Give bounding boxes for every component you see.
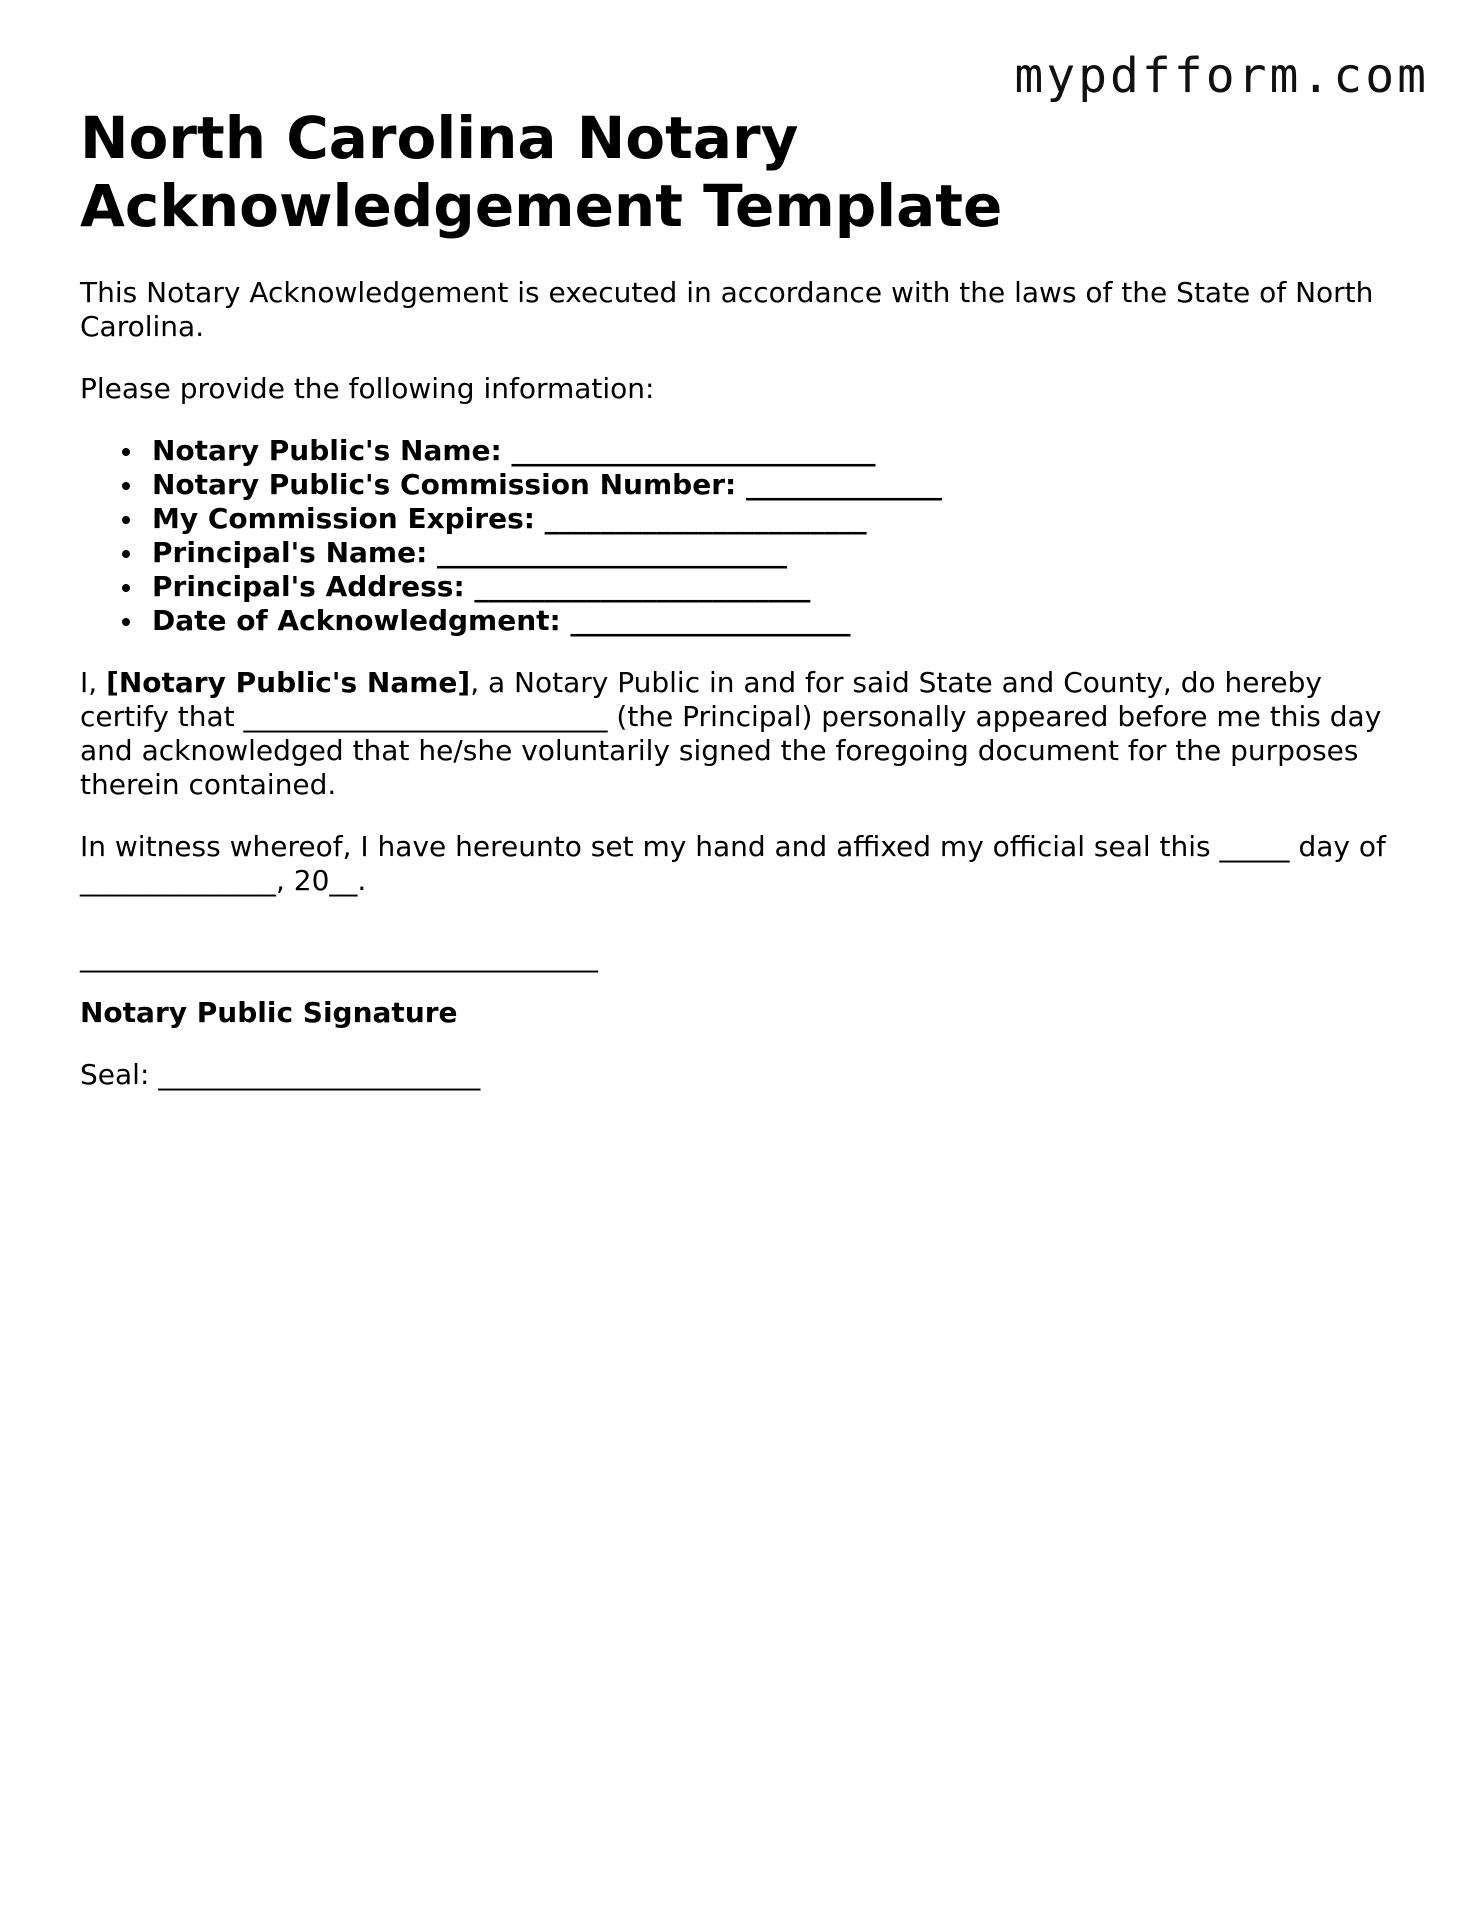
seal-field[interactable]: Seal: _______________________	[80, 1058, 481, 1091]
field-principal-name[interactable]: Principal's Name: _________________________	[152, 536, 1400, 570]
certify-prefix: I,	[80, 666, 107, 699]
witness-paragraph: In witness whereof, I have hereunto set my hand and affixed my official seal this _____ day of ______________, 20__.	[80, 830, 1386, 897]
intro-paragraph: This Notary Acknowledgement is executed in accordance with the laws of the State of North Carolina.	[80, 276, 1374, 343]
watermark-text: mypdfform.com	[1014, 48, 1429, 104]
field-notary-name[interactable]: Notary Public's Name: __________________________	[152, 434, 1400, 468]
signature-label: Notary Public Signature	[80, 996, 458, 1029]
certification-paragraph	[80, 666, 1400, 802]
field-commission-expires[interactable]: My Commission Expires: _______________________	[152, 502, 1400, 536]
field-commission-number[interactable]: Notary Public's Commission Number: ______________	[152, 468, 1400, 502]
page-title: North Carolina Notary Acknowledgement Template	[80, 104, 1003, 240]
document-body	[80, 104, 1400, 1092]
provide-info-paragraph: Please provide the following information:	[80, 372, 655, 405]
certify-text: , a Notary Public in and for said State and County, do hereby certify that __________________________ (the Principal) personally appeared before me this day and acknowledged that he/she voluntarily signed the foregoing document for the purposes therein contained.	[80, 666, 1382, 801]
info-fields-list	[80, 434, 1400, 638]
signature-line[interactable]: _____________________________________	[80, 940, 598, 973]
notary-name-placeholder: [Notary Public's Name]	[106, 666, 471, 699]
field-principal-address[interactable]: Principal's Address: ________________________	[152, 570, 1400, 604]
field-acknowledgment-date[interactable]: Date of Acknowledgment: ____________________	[152, 604, 1400, 638]
